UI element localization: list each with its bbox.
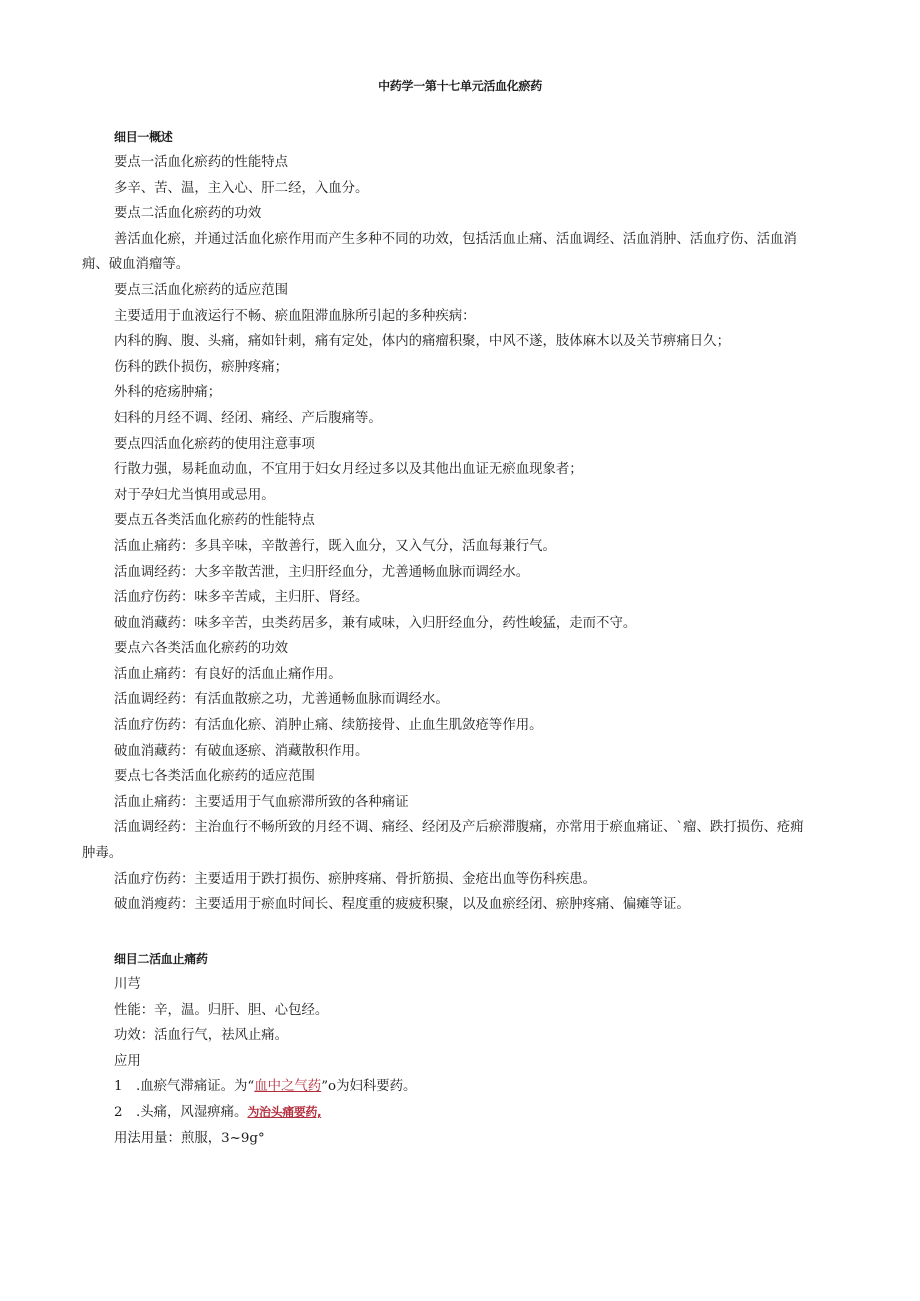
paragraph-line: 破血消藏药：味多辛苦，虫类药居多，兼有咸味，入归肝经血分，药性峻猛，走而不守。 bbox=[114, 615, 637, 631]
item-text: .头痛，风湿痹痛。 bbox=[136, 1104, 248, 1120]
paragraph-line: 主要适用于血液运行不畅、瘀血阻滞血脉所引起的多种疾病： bbox=[114, 308, 476, 324]
application-label: 应用 bbox=[114, 1053, 141, 1069]
paragraph-line: 活血调经药：有活血散瘀之功，尤善通畅血脉而调经水。 bbox=[114, 692, 449, 708]
point-heading: 要点一活血化瘀药的性能特点 bbox=[114, 155, 289, 170]
item-text: .血瘀气滞痛证。为“ bbox=[136, 1079, 255, 1095]
paragraph-line-continued: 痈、破血消瘤等。 bbox=[82, 257, 190, 273]
paragraph-line: 活血调经药：大多辛散苦泄，主归肝经血分，尤善通畅血脉而调经水。 bbox=[114, 564, 530, 580]
paragraph-line: 活血疗伤药：有活血化瘀、消肿止痛、续筋接骨、止血生肌敛疮等作用。 bbox=[114, 718, 543, 734]
paragraph-line: 活血止痛药：主要适用于气血瘀滞所致的各种痛证 bbox=[114, 794, 409, 810]
paragraph-line: 活血疗伤药：味多辛苦咸，主归肝、肾经。 bbox=[114, 590, 369, 606]
section-heading: 细目一概述 bbox=[114, 130, 173, 144]
item-text-after: ”o为妇科要药。 bbox=[321, 1079, 417, 1095]
application-item-1 bbox=[114, 1074, 834, 1100]
point-heading: 要点四活血化瘀药的使用注意事项 bbox=[114, 436, 315, 452]
point-heading: 要点二活血化瘀药的功效 bbox=[114, 206, 262, 222]
paragraph-line: 行散力强，易耗血动血，不宜用于妇女月经过多以及其他出血证无瘀血现象者； bbox=[114, 462, 583, 478]
paragraph-line: 多辛、苦、温，主入心、肝二经，入血分。 bbox=[114, 180, 369, 196]
item-number: 1 bbox=[114, 1079, 123, 1095]
paragraph-line: 伤科的跌仆损伤，瘀肿疼痛； bbox=[114, 359, 289, 375]
paragraph-line: 活血止痛药：多具辛味，辛散善行，既入血分，又入气分，活血每兼行气。 bbox=[114, 538, 556, 554]
paragraph-line: 妇科的月经不调、经闭、痛经、产后腹痛等。 bbox=[114, 410, 382, 426]
paragraph-line: 活血止痛药：有良好的活血止痛作用。 bbox=[114, 666, 342, 682]
highlight-text: 血中之气药 bbox=[254, 1079, 322, 1095]
highlight-text: 为治头痛要药, bbox=[247, 1104, 322, 1119]
point-heading: 要点五各类活血化瘀药的性能特点 bbox=[114, 513, 315, 529]
paragraph-line: 外科的疮疡肿痛； bbox=[114, 385, 222, 401]
herb-efficacy: 功效：活血行气，祛风止痛。 bbox=[114, 1028, 289, 1044]
paragraph-line: 破血消瘦药：主要适用于瘀血时间长、程度重的疲疲积聚，以及血瘀经闭、瘀肿疼痛、偏瘫等证。 bbox=[114, 897, 690, 913]
section-heading: 细目二活血止痛药 bbox=[114, 952, 208, 966]
herb-name: 川芎 bbox=[114, 977, 141, 992]
herb-properties: 性能：辛，温。归肝、胆、心包经。 bbox=[114, 1002, 329, 1018]
paragraph-line: 对于孕妇尤当慎用或忌用。 bbox=[114, 487, 275, 503]
point-heading: 要点三活血化瘀药的适应范围 bbox=[114, 282, 289, 298]
application-item-2 bbox=[114, 1100, 834, 1126]
point-heading: 要点六各类活血化瘀药的功效 bbox=[114, 641, 289, 657]
item-number: 2 bbox=[114, 1104, 123, 1120]
paragraph-line: 善活血化瘀，并通过活血化瘀作用而产生多种不同的功效，包括活血止痛、活血调经、活血消肿、活血疗伤、活血消 bbox=[114, 231, 797, 247]
paragraph-line-continued: 肿毒。 bbox=[82, 846, 123, 862]
point-heading: 要点七各类活血化瘀药的适应范围 bbox=[114, 769, 315, 785]
herb-dosage: 用法用量：煎服，3~9g° bbox=[114, 1130, 265, 1146]
document-title: 中药学一第十七单元活血化瘀药 bbox=[378, 79, 542, 93]
paragraph-line: 活血调经药：主治血行不畅所致的月经不调、痛经、经闭及产后瘀滞腹痛，亦常用于瘀血痛证、`瘤、跌打损伤、疮痈 bbox=[114, 820, 804, 836]
paragraph-line: 破血消藏药：有破血逐瘀、消藏散积作用。 bbox=[114, 743, 369, 759]
paragraph-line: 内科的胸、腹、头痛，痛如针刺，痛有定处，体内的痛瘤积聚，中风不遂，肢体麻木以及关节痹痛日久； bbox=[114, 334, 730, 350]
section-pain-relief bbox=[114, 947, 834, 1151]
paragraph-line: 活血疗伤药：主要适用于跌打损伤、瘀肿疼痛、骨折筋损、金疮出血等伤科疾患。 bbox=[114, 871, 597, 887]
section-overview bbox=[82, 125, 834, 918]
